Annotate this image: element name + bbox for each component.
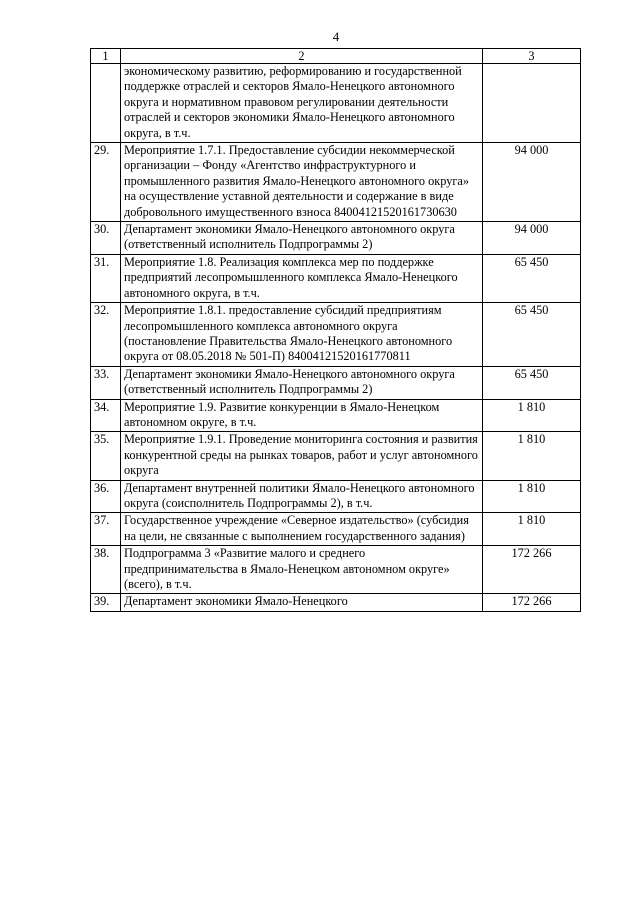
row-number: 32.: [91, 303, 121, 367]
page-number: 4: [332, 29, 340, 44]
table-row: [91, 254, 581, 302]
row-amount: 94 000: [483, 222, 581, 255]
row-description: Мероприятие 1.8.1. предоставление субсидий предприятиям лесопромышленного комплекса автономного округа (постановление Правительства Ямало-Ненецкого автономного округа от 08.05.2018 № 501-П) 84004121520161770811: [121, 303, 483, 367]
column-header-description: 2: [121, 49, 483, 64]
column-header-amount: 3: [483, 49, 581, 64]
row-amount: 65 450: [483, 303, 581, 367]
table-row: [91, 64, 581, 143]
row-number: 35.: [91, 432, 121, 480]
row-description: Подпрограмма 3 «Развитие малого и среднего предпринимательства в Ямало-Ненецком автономном округе» (всего), в т.ч.: [121, 546, 483, 594]
row-number: 37.: [91, 513, 121, 546]
table-row: [91, 303, 581, 367]
table-row: [91, 399, 581, 432]
column-header-number: 1: [91, 49, 121, 64]
table-row: [91, 594, 581, 611]
row-description: Государственное учреждение «Северное издательство» (субсидия на цели, не связанные с выполнением государственного задания): [121, 513, 483, 546]
table-row: [91, 366, 581, 399]
table-row: [91, 143, 581, 222]
row-number: 36.: [91, 480, 121, 513]
table-row: [91, 432, 581, 480]
row-amount: 1 810: [483, 480, 581, 513]
row-amount: 1 810: [483, 513, 581, 546]
table-row: [91, 546, 581, 594]
row-description: Мероприятие 1.9. Развитие конкуренции в Ямало-Ненецком автономном округе, в т.ч.: [121, 399, 483, 432]
row-number: 31.: [91, 254, 121, 302]
table-row: [91, 480, 581, 513]
row-number: 39.: [91, 594, 121, 611]
row-amount: 65 450: [483, 254, 581, 302]
row-number: 38.: [91, 546, 121, 594]
row-amount: 94 000: [483, 143, 581, 222]
row-number: 33.: [91, 366, 121, 399]
table-header-row: [91, 49, 581, 64]
budget-table: [90, 48, 581, 612]
row-description: Мероприятие 1.8. Реализация комплекса мер по поддержке предприятий лесопромышленного комплекса Ямало-Ненецкого автономного округа, в т.ч.: [121, 254, 483, 302]
row-number: 34.: [91, 399, 121, 432]
row-number: 29.: [91, 143, 121, 222]
row-amount: 172 266: [483, 594, 581, 611]
row-description: Мероприятие 1.7.1. Предоставление субсидии некоммерческой организации – Фонду «Агентство инфраструктурного и промышленного развития Ямало-Ненецкого автономного округа» на осуществление уставной деятельности и содержание в виде добровольного имущественного взноса 84004121520161730630: [121, 143, 483, 222]
row-description: Департамент внутренней политики Ямало-Ненецкого автономного округа (соисполнитель Подпрограммы 2), в т.ч.: [121, 480, 483, 513]
table-row: [91, 222, 581, 255]
row-description: Департамент экономики Ямало-Ненецкого: [121, 594, 483, 611]
row-number: 30.: [91, 222, 121, 255]
row-description: Мероприятие 1.9.1. Проведение мониторинга состояния и развития конкурентной среды на рынках товаров, работ и услуг автономного округа: [121, 432, 483, 480]
row-description: экономическому развитию, реформированию и государственной поддержке отраслей и секторов Ямало-Ненецкого автономного округа и нормативном правовом регулировании деятельности отраслей и секторов экономики Ямало-Ненецкого автономного округа, в т.ч.: [121, 64, 483, 143]
row-amount: [483, 64, 581, 143]
row-amount: 65 450: [483, 366, 581, 399]
row-description: Департамент экономики Ямало-Ненецкого автономного округа (ответственный исполнитель Подпрограммы 2): [121, 222, 483, 255]
table-row: [91, 513, 581, 546]
row-amount: 1 810: [483, 432, 581, 480]
row-number: [91, 64, 121, 143]
row-description: Департамент экономики Ямало-Ненецкого автономного округа (ответственный исполнитель Подпрограммы 2): [121, 366, 483, 399]
row-amount: 172 266: [483, 546, 581, 594]
row-amount: 1 810: [483, 399, 581, 432]
